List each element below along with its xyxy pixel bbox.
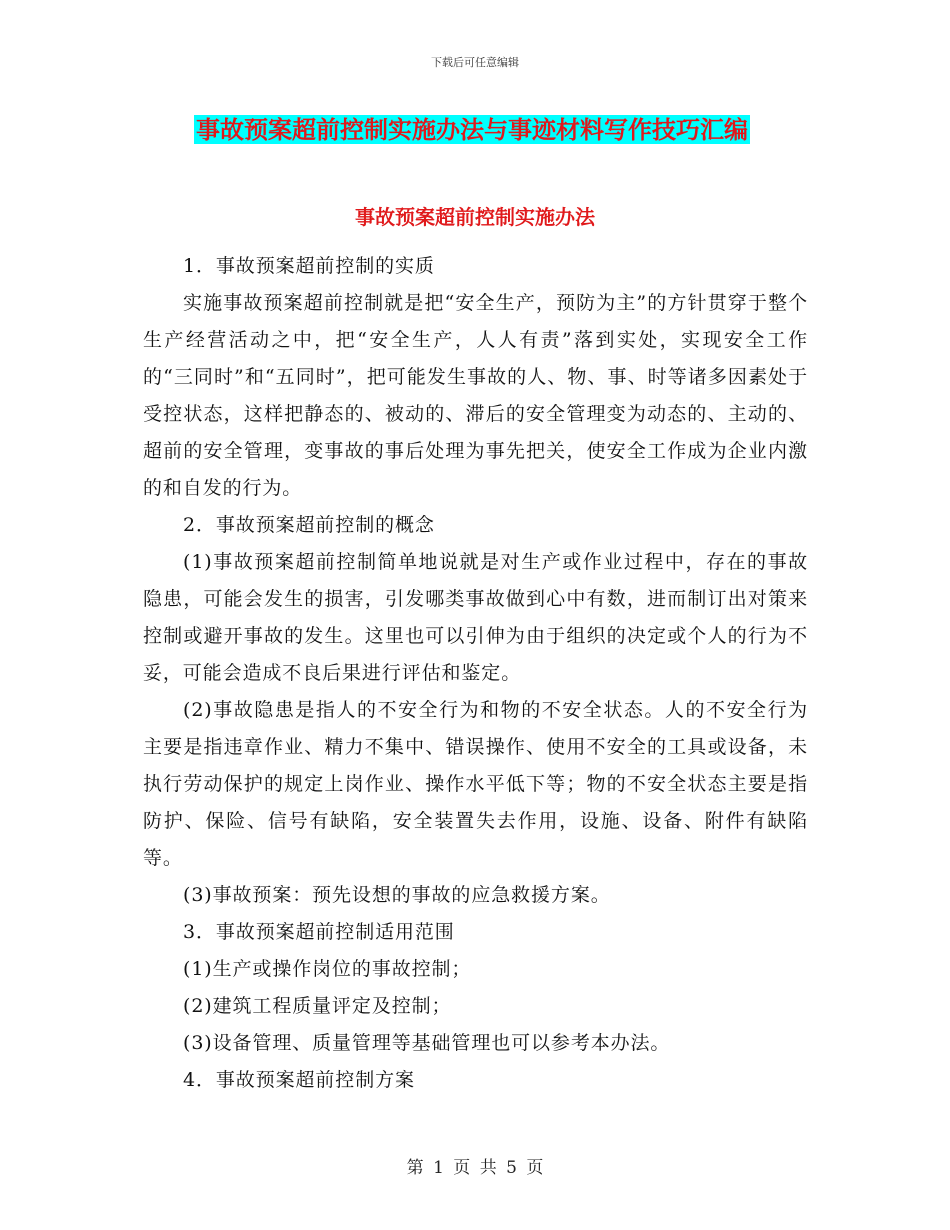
scope-item-3: (3)设备管理、质量管理等基础管理也可以参考本办法。 [183,1032,671,1054]
paragraph-concept-1: (1)事故预案超前控制简单地说就是对生产或作业过程中，存在的事故隐患，可能会发生的损害，引发哪类事故做到心中有数，进而制订出对策来控制或避开事故的发生。这里也可以引伸为由于组织的决定或个人的行为不妥，可能会造成不良后果进行评估和鉴定。 [143,551,808,684]
heading-3: 3．事故预案超前控制适用范围 [183,921,455,943]
scope-item-1: (1)生产或操作岗位的事故控制； [183,958,472,980]
document-title-text: 事故预案超前控制实施办法与事迹材料写作技巧汇编 [196,115,748,144]
heading-2: 2．事故预案超前控制的概念 [183,514,435,536]
section-title: 事故预案超前控制实施办法 [355,205,595,229]
document-body [143,248,808,1099]
heading-1: 1．事故预案超前控制的实质 [183,255,435,277]
paragraph-essence: 实施事故预案超前控制就是把“安全生产，预防为主”的方针贯穿于整个生产经营活动之中，把“安全生产，人人有责”落到实处，实现安全工作的“三同时”和“五同时”，把可能发生事故的人、物、事、时等诸多因素处于受控状态，这样把静态的、被动的、滞后的安全管理变为动态的、主动的、超前的安全管理，变事故的事后处理为事先把关，使安全工作成为企业内激的和自发的行为。 [143,292,808,499]
document-title [194,113,800,147]
heading-4: 4．事故预案超前控制方案 [183,1069,415,1091]
scope-item-2: (2)建筑工程质量评定及控制； [183,995,452,1017]
paragraph-concept-3: (3)事故预案：预先设想的事故的应急救援方案。 [183,884,611,906]
page-header-note: 下载后可任意编辑 [431,56,519,69]
paragraph-concept-2: (2)事故隐患是指人的不安全行为和物的不安全状态。人的不安全行为主要是指违章作业、精力不集中、错误操作、使用不安全的工具或设备，未执行劳动保护的规定上岗作业、操作水平低下等；物的不安全状态主要是指防护、保险、信号有缺陷，安全装置失去作用，设施、设备、附件有缺陷等。 [143,699,808,869]
page-number: 第 1 页 共 5 页 [406,1158,544,1178]
